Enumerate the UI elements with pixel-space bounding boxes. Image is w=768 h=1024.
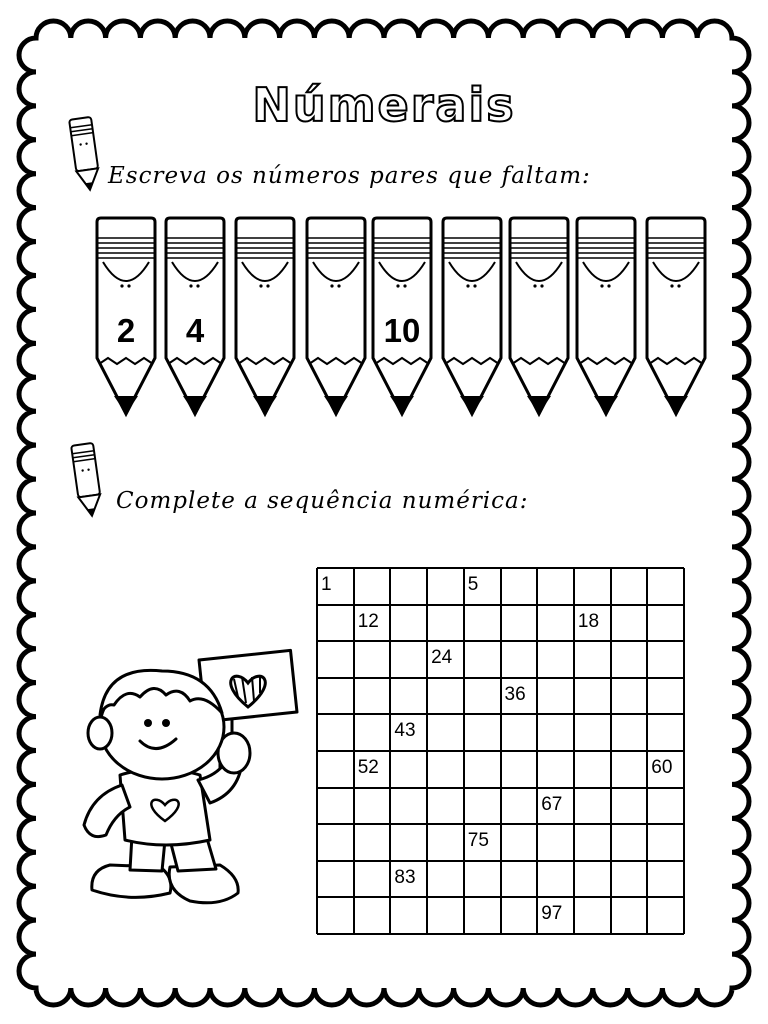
grid-cell-value: 5: [467, 574, 479, 595]
grid-line: [317, 896, 684, 898]
boy-with-heart-sign-illustration: [70, 645, 310, 915]
grid-line: [317, 823, 684, 825]
pencil-box: [166, 218, 224, 414]
grid-cell-value: 60: [651, 757, 673, 778]
pencil-box: [236, 218, 294, 414]
grid-cell-value: 1: [321, 574, 332, 595]
grid-line: [317, 567, 684, 569]
grid-cell-value: 43: [394, 720, 416, 742]
grid-cell-value: 24: [431, 647, 453, 669]
grid-cell-value: 12: [357, 610, 379, 632]
pencil-number: 2: [116, 312, 136, 349]
pencil-box: [97, 218, 155, 414]
pencil-box: [373, 218, 431, 414]
pencil-box: [307, 218, 365, 414]
instruction-even-numbers: Escreva os números pares que faltam:: [108, 163, 591, 189]
grid-cell-value: 36: [504, 683, 526, 705]
pencil-box: [647, 218, 705, 414]
grid-cell-value: 75: [467, 830, 489, 852]
pencil-box: [577, 218, 635, 414]
grid-cell-value: 97: [541, 903, 563, 925]
pencil-icon: [66, 438, 108, 522]
instruction-sequence: Complete a sequência numérica:: [116, 488, 529, 514]
pencil-number: 4: [185, 312, 205, 349]
grid-cell-value: 52: [357, 757, 379, 778]
pencil-box: [443, 218, 501, 414]
grid-cell-value: 67: [541, 793, 563, 815]
number-grid: [317, 568, 684, 934]
grid-cell-value: 83: [394, 866, 416, 888]
grid-cell-value: 18: [577, 610, 600, 632]
pencil-box: [510, 218, 568, 414]
pencil-number: 10: [383, 312, 421, 349]
grid-line: [317, 933, 684, 935]
page-title: Númerais: [252, 78, 516, 132]
grid-line: [317, 860, 684, 862]
